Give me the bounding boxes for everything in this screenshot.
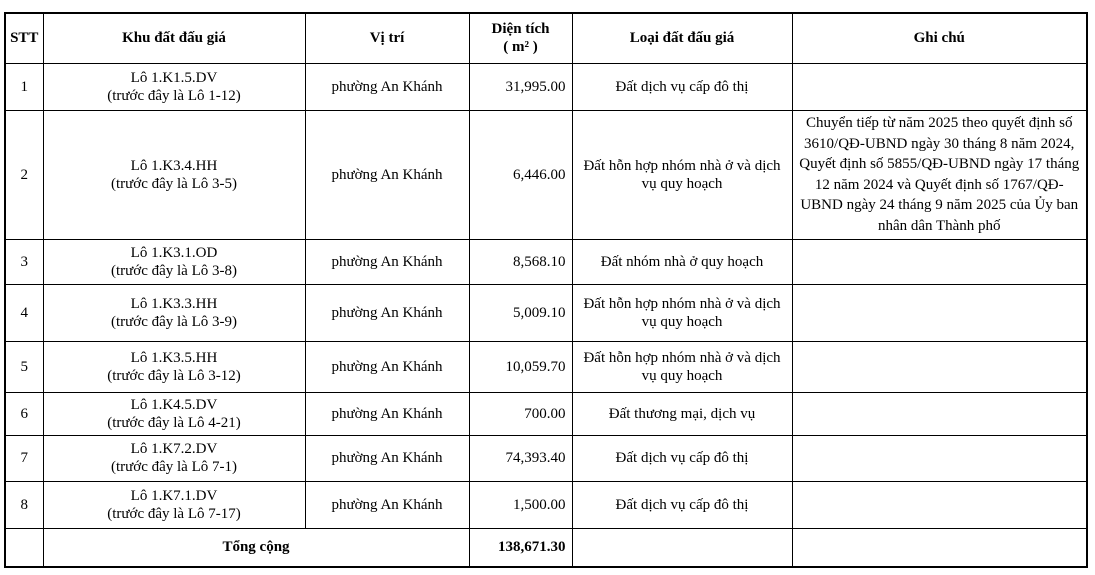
table-row — [5, 110, 1087, 239]
row-note — [792, 284, 1087, 341]
row-area: 1,500.00 — [469, 481, 572, 528]
lot-name: Lô 1.K3.3.HH — [130, 295, 218, 312]
row-location: phường An Khánh — [305, 392, 469, 435]
table-row — [5, 481, 1087, 528]
land-type-line1: Đất hỗn hợp nhóm nhà ở và dịch — [583, 157, 781, 174]
total-stt-empty — [5, 528, 43, 567]
lot-name: Lô 1.K4.5.DV — [130, 396, 218, 413]
row-land-type — [572, 341, 792, 392]
auction-land-table — [4, 12, 1088, 568]
row-location: phường An Khánh — [305, 341, 469, 392]
row-lot — [43, 435, 305, 481]
row-area: 10,059.70 — [469, 341, 572, 392]
lot-previous: (trước đây là Lô 3-5) — [110, 175, 237, 192]
row-note — [792, 63, 1087, 110]
row-note — [792, 435, 1087, 481]
header-dien-tich-label: Diện tích — [491, 21, 550, 38]
header-dien-tich-unit: ( m² ) — [503, 39, 538, 56]
lot-previous: (trước đây là Lô 7-1) — [110, 459, 237, 475]
lot-name: Lô 1.K1.5.DV — [130, 69, 218, 86]
header-ghi-chu: Ghi chú — [792, 13, 1087, 63]
land-type-line2: vụ quy hoạch — [641, 175, 723, 192]
row-lot — [43, 63, 305, 110]
row-stt: 3 — [5, 239, 43, 284]
row-area: 31,995.00 — [469, 63, 572, 110]
lot-name: Lô 1.K3.1.OD — [130, 244, 218, 261]
row-area: 700.00 — [469, 392, 572, 435]
row-land-type — [572, 110, 792, 239]
row-lot — [43, 110, 305, 239]
land-type-line1: Đất dịch vụ cấp đô thị — [615, 78, 749, 95]
row-land-type — [572, 392, 792, 435]
row-location: phường An Khánh — [305, 481, 469, 528]
lot-name: Lô 1.K3.5.HH — [130, 349, 218, 366]
lot-previous: (trước đây là Lô 7-17) — [107, 505, 241, 522]
land-type-line2: vụ quy hoạch — [641, 367, 723, 384]
row-note — [792, 341, 1087, 392]
row-land-type — [572, 284, 792, 341]
row-stt: 7 — [5, 435, 43, 481]
table-row — [5, 435, 1087, 481]
row-location: phường An Khánh — [305, 239, 469, 284]
header-khu-dat: Khu đất đấu giá — [43, 13, 305, 63]
row-lot — [43, 392, 305, 435]
row-area: 6,446.00 — [469, 110, 572, 239]
lot-name: Lô 1.K7.2.DV — [130, 441, 218, 457]
table-row — [5, 63, 1087, 110]
row-stt: 8 — [5, 481, 43, 528]
lot-previous: (trước đây là Lô 3-9) — [110, 313, 237, 330]
header-stt: STT — [5, 13, 43, 63]
header-row — [5, 13, 1087, 63]
row-stt: 5 — [5, 341, 43, 392]
land-type-line2: vụ quy hoạch — [641, 313, 723, 330]
row-lot — [43, 341, 305, 392]
row-area: 8,568.10 — [469, 239, 572, 284]
header-vi-tri: Vị trí — [305, 13, 469, 63]
row-stt: 6 — [5, 392, 43, 435]
row-lot — [43, 481, 305, 528]
lot-name: Lô 1.K3.4.HH — [130, 157, 218, 174]
row-location: phường An Khánh — [305, 435, 469, 481]
row-stt: 4 — [5, 284, 43, 341]
land-type-line1: Đất thương mại, dịch vụ — [608, 405, 756, 422]
row-note — [792, 392, 1087, 435]
row-location: phường An Khánh — [305, 110, 469, 239]
lot-previous: (trước đây là Lô 3-8) — [110, 262, 237, 279]
total-note-empty — [792, 528, 1087, 567]
row-area: 5,009.10 — [469, 284, 572, 341]
row-note: Chuyển tiếp từ năm 2025 theo quyết định số 3610/QĐ-UBND ngày 30 tháng 8 năm 2024, Quyết định số 5855/QĐ-UBND ngày 17 tháng 12 năm 2024 và Quyết định số 1767/QĐ-UBND ngày 24 tháng 9 năm 2025 của Ủy ban nhân dân Thành phố — [792, 110, 1087, 239]
land-type-line1: Đất dịch vụ cấp đô thị — [615, 450, 749, 466]
lot-name: Lô 1.K7.1.DV — [130, 487, 218, 504]
table-row — [5, 392, 1087, 435]
lot-previous: (trước đây là Lô 1-12) — [107, 87, 241, 104]
table-row — [5, 239, 1087, 284]
lot-previous: (trước đây là Lô 3-12) — [107, 367, 241, 384]
land-type-line1: Đất hỗn hợp nhóm nhà ở và dịch — [583, 349, 781, 366]
header-dien-tich — [469, 13, 572, 63]
header-loai-dat: Loại đất đấu giá — [572, 13, 792, 63]
row-land-type — [572, 435, 792, 481]
row-area: 74,393.40 — [469, 435, 572, 481]
row-location: phường An Khánh — [305, 63, 469, 110]
row-land-type — [572, 63, 792, 110]
row-location: phường An Khánh — [305, 284, 469, 341]
total-area: 138,671.30 — [469, 528, 572, 567]
land-type-line1: Đất nhóm nhà ở quy hoạch — [600, 253, 764, 270]
total-land-type-empty — [572, 528, 792, 567]
land-type-line1: Đất hỗn hợp nhóm nhà ở và dịch — [583, 295, 781, 312]
row-lot — [43, 239, 305, 284]
row-lot — [43, 284, 305, 341]
table-row — [5, 341, 1087, 392]
row-stt: 1 — [5, 63, 43, 110]
row-stt: 2 — [5, 110, 43, 239]
row-note — [792, 239, 1087, 284]
table-row — [5, 284, 1087, 341]
lot-previous: (trước đây là Lô 4-21) — [107, 414, 241, 431]
land-type-line1: Đất dịch vụ cấp đô thị — [615, 496, 749, 513]
row-land-type — [572, 239, 792, 284]
row-land-type — [572, 481, 792, 528]
row-note — [792, 481, 1087, 528]
total-row — [5, 528, 1087, 567]
total-label: Tổng cộng — [43, 528, 469, 567]
